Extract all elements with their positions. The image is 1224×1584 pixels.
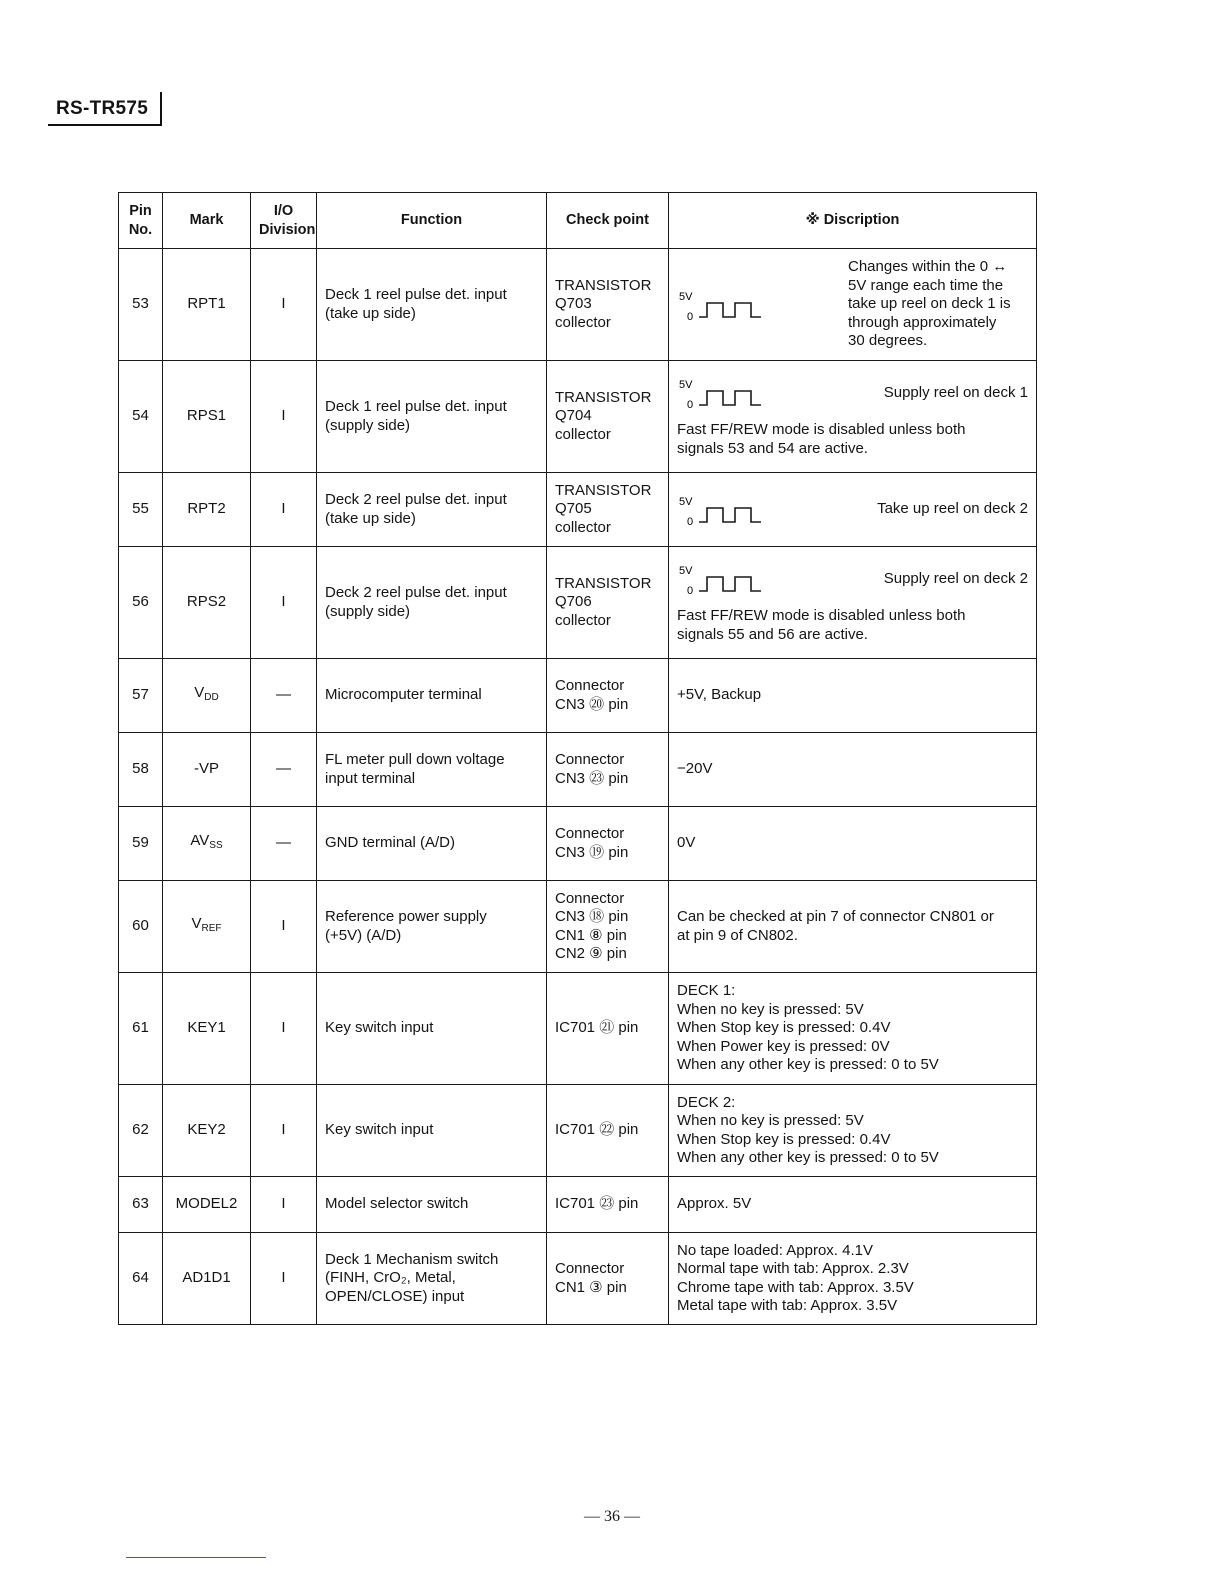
pin-number-cell: 60	[119, 881, 163, 973]
pulse-waveform-icon	[677, 492, 787, 528]
description-text-line: When no key is pressed: 5V	[677, 1000, 864, 1018]
description-text-line: Metal tape with tab: Approx. 3.5V	[677, 1297, 898, 1314]
wave-high-label: 5V	[679, 379, 693, 391]
waveform-row	[677, 375, 1028, 411]
description-text-line: No tape loaded: Approx. 4.1V	[677, 1241, 873, 1259]
check-point-text-line: IC701 ㉑ pin	[555, 1019, 639, 1037]
description-text-line: When Stop key is pressed: 0.4V	[677, 1019, 891, 1037]
check-point-cell	[547, 249, 669, 361]
description-text-line: When no key is pressed: 5V	[677, 1112, 864, 1129]
header-pin-line2: No.	[128, 221, 153, 238]
mark-text: RPS2	[186, 593, 227, 611]
check-point-text-line: Connector	[555, 1260, 625, 1277]
io-division-cell: I	[251, 547, 317, 659]
function-text-line: input terminal	[325, 769, 416, 787]
pin-number-cell: 61	[119, 973, 163, 1085]
description-text-line: When Stop key is pressed: 0.4V	[677, 1130, 891, 1148]
header-check-point: Check point	[547, 193, 669, 249]
check-point-text-line: CN3 ⑱ pin	[555, 908, 629, 925]
function-text-line: Deck 1 reel pulse det. input	[325, 286, 507, 303]
io-division-cell: I	[251, 973, 317, 1085]
mark-cell	[163, 659, 251, 733]
waveform-caption	[848, 258, 1028, 351]
function-text	[325, 398, 538, 435]
description-cell	[669, 881, 1037, 973]
check-point-text-line: IC701 ㉒ pin	[555, 1121, 639, 1139]
mark-cell	[163, 1177, 251, 1233]
check-point-text	[555, 677, 660, 714]
wave-low-label: 0	[687, 310, 694, 323]
check-point-text	[555, 1121, 660, 1140]
check-point-text-line: CN3 ⑳ pin	[555, 695, 629, 713]
check-point-text	[555, 751, 660, 788]
pin-number-cell: 55	[119, 473, 163, 547]
description-text-line: 0V	[677, 834, 696, 852]
check-point-text	[555, 825, 660, 862]
description-cell	[669, 361, 1037, 473]
function-text	[325, 1251, 538, 1307]
function-text-line: Model selector switch	[325, 1195, 469, 1213]
function-text-line: Deck 2 reel pulse det. input	[325, 584, 507, 601]
check-point-text-line: CN3 ㉓ pin	[555, 769, 629, 787]
function-text-line: (take up side)	[325, 304, 416, 322]
mark-cell	[163, 1233, 251, 1325]
mark-text: KEY1	[187, 1019, 226, 1037]
function-cell	[317, 973, 547, 1085]
io-division-cell: I	[251, 1177, 317, 1233]
page-number: — 36 —	[584, 1508, 640, 1525]
mark-subscript: REF	[201, 922, 222, 934]
io-division-cell: I	[251, 1233, 317, 1325]
function-text	[325, 751, 538, 788]
description-text-line: When Power key is pressed: 0V	[677, 1037, 890, 1055]
mark-text: -VP	[193, 760, 219, 778]
waveform-caption-line: Take up reel on deck 2	[877, 500, 1028, 518]
function-text-line: Deck 2 reel pulse det. input	[325, 491, 507, 508]
mark-text: AD1D1	[182, 1269, 231, 1287]
mark-cell	[163, 1085, 251, 1177]
check-point-text-line: CN3 ⑲ pin	[555, 843, 629, 861]
table-row	[119, 1177, 1037, 1233]
description-text-line: signals 55 and 56 are active.	[677, 625, 868, 643]
description-cell	[669, 547, 1037, 659]
description-text	[677, 1094, 1028, 1168]
function-text	[325, 491, 538, 528]
header-pin-line1: Pin	[129, 202, 152, 219]
table-row	[119, 659, 1037, 733]
check-point-text-line: TRANSISTOR	[555, 574, 652, 592]
check-point-cell	[547, 361, 669, 473]
pulse-trace	[699, 577, 761, 591]
table-row	[119, 973, 1037, 1085]
check-point-cell	[547, 807, 669, 881]
description-text-line: signals 53 and 54 are active.	[677, 439, 868, 457]
waveform-caption-line: take up reel on deck 1 is	[848, 295, 1011, 313]
mark-text: MODEL2	[175, 1195, 238, 1213]
function-text-line: OPEN/CLOSE) input	[325, 1287, 465, 1305]
function-text	[325, 1195, 538, 1214]
function-cell	[317, 249, 547, 361]
pulse-waveform-icon	[677, 561, 787, 597]
mark-text: KEY2	[187, 1121, 226, 1139]
check-point-text	[555, 890, 660, 964]
waveform-caption-line: Supply reel on deck 1	[883, 383, 1028, 401]
check-point-text-line: TRANSISTOR	[555, 388, 652, 406]
function-cell	[317, 1085, 547, 1177]
pin-number-cell: 62	[119, 1085, 163, 1177]
waveform-caption-line: Changes within the 0 ↔	[848, 258, 1008, 276]
pulse-trace	[699, 508, 761, 522]
function-text-line: Key switch input	[325, 1121, 434, 1139]
waveform-caption	[877, 500, 1028, 519]
mark-subscript: SS	[209, 839, 223, 851]
io-division-cell: —	[251, 733, 317, 807]
table-row	[119, 1085, 1037, 1177]
mark-cell	[163, 807, 251, 881]
check-point-text	[555, 1019, 660, 1038]
pin-number-cell: 58	[119, 733, 163, 807]
waveform-caption	[884, 384, 1028, 403]
mark-cell	[163, 547, 251, 659]
function-cell	[317, 547, 547, 659]
check-point-text-line: Connector	[555, 889, 625, 907]
description-text-line: DECK 2:	[677, 1093, 736, 1111]
header-io-line1: I/O	[273, 202, 294, 219]
description-cell	[669, 1233, 1037, 1325]
pin-number-cell: 56	[119, 547, 163, 659]
check-point-cell	[547, 1177, 669, 1233]
pin-number-cell: 64	[119, 1233, 163, 1325]
description-cell	[669, 473, 1037, 547]
check-point-text-line: Q706	[555, 593, 592, 611]
mark-text: RPS1	[186, 407, 227, 425]
pulse-waveform-icon	[677, 375, 787, 411]
header-io-division	[251, 193, 317, 249]
description-text	[677, 1195, 1028, 1214]
function-text	[325, 686, 538, 705]
waveform-caption-line: 30 degrees.	[848, 332, 928, 350]
description-text	[677, 686, 1028, 705]
function-cell	[317, 733, 547, 807]
mark-cell	[163, 733, 251, 807]
description-cell	[669, 659, 1037, 733]
io-division-cell: —	[251, 807, 317, 881]
table-row	[119, 881, 1037, 973]
check-point-text-line: Connector	[555, 825, 625, 842]
description-text	[677, 834, 1028, 853]
mark-text: RPT1	[187, 295, 226, 313]
check-point-text-line: CN1 ③ pin	[555, 1278, 627, 1296]
header-function: Function	[317, 193, 547, 249]
table-row	[119, 733, 1037, 807]
pin-function-table	[118, 192, 1037, 1325]
function-text	[325, 908, 538, 945]
pin-number-cell: 57	[119, 659, 163, 733]
check-point-cell	[547, 733, 669, 807]
mark-cell	[163, 881, 251, 973]
function-text-line: Reference power supply	[325, 908, 487, 925]
check-point-text-line: collector	[555, 313, 611, 331]
check-point-cell	[547, 973, 669, 1085]
table-row	[119, 547, 1037, 659]
function-text-line: (supply side)	[325, 602, 411, 620]
function-cell	[317, 1233, 547, 1325]
description-text-line: −20V	[677, 760, 713, 778]
function-text-line: (FINH, CrO₂, Metal,	[325, 1269, 456, 1287]
description-cell	[669, 973, 1037, 1085]
mark-text: AV	[190, 831, 210, 849]
function-cell	[317, 807, 547, 881]
waveform-row	[677, 258, 1028, 351]
check-point-text	[555, 575, 660, 631]
waveform-row	[677, 561, 1028, 597]
header-io-line2: Division	[259, 221, 316, 238]
description-cell	[669, 249, 1037, 361]
mark-text: V	[191, 914, 202, 932]
description-text	[677, 607, 1028, 644]
function-text	[325, 286, 538, 323]
function-text-line: FL meter pull down voltage	[325, 751, 505, 768]
description-text-line: When any other key is pressed: 0 to 5V	[677, 1056, 939, 1074]
function-text	[325, 834, 538, 853]
check-point-text-line: Q705	[555, 500, 592, 518]
description-text	[677, 760, 1028, 779]
model-id-tab	[48, 92, 162, 126]
description-cell	[669, 807, 1037, 881]
pin-number-cell: 53	[119, 249, 163, 361]
waveform-caption-line: 5V range each time the	[848, 276, 1004, 294]
io-division-cell: I	[251, 249, 317, 361]
description-text	[677, 421, 1028, 458]
check-point-text	[555, 482, 660, 538]
mark-text: RPT2	[187, 500, 226, 518]
wave-low-label: 0	[687, 585, 694, 597]
pulse-trace	[699, 303, 761, 317]
spacer	[677, 411, 1028, 421]
footer-rule	[126, 1557, 266, 1558]
check-point-cell	[547, 473, 669, 547]
check-point-cell	[547, 547, 669, 659]
check-point-text-line: Connector	[555, 677, 625, 694]
io-division-cell: I	[251, 881, 317, 973]
wave-high-label: 5V	[679, 565, 693, 577]
description-text-line: When any other key is pressed: 0 to 5V	[677, 1149, 939, 1166]
function-cell	[317, 881, 547, 973]
mark-subscript: DD	[204, 691, 219, 703]
function-text-line: Deck 1 reel pulse det. input	[325, 398, 507, 415]
table-row	[119, 361, 1037, 473]
check-point-cell	[547, 1233, 669, 1325]
function-text-line: (take up side)	[325, 509, 416, 527]
wave-high-label: 5V	[679, 290, 693, 303]
description-text	[677, 1242, 1028, 1316]
header-pin-no	[119, 193, 163, 249]
table-row	[119, 249, 1037, 361]
mark-cell	[163, 249, 251, 361]
description-text	[677, 908, 1028, 945]
wave-low-label: 0	[687, 515, 694, 528]
check-point-text-line: collector	[555, 425, 611, 443]
pulse-waveform-icon	[677, 287, 787, 323]
header-description: ※ Discription	[669, 193, 1037, 249]
wave-high-label: 5V	[679, 495, 693, 508]
function-text-line: Deck 1 Mechanism switch	[325, 1250, 499, 1268]
function-text-line: (+5V) (A/D)	[325, 926, 402, 944]
check-point-text	[555, 1260, 660, 1297]
description-text-line: Fast FF/REW mode is disabled unless both	[677, 421, 966, 438]
function-text	[325, 1019, 538, 1038]
description-text-line: Approx. 5V	[677, 1195, 752, 1213]
waveform-caption	[884, 570, 1028, 589]
description-text-line: Normal tape with tab: Approx. 2.3V	[677, 1260, 909, 1277]
header-mark: Mark	[163, 193, 251, 249]
check-point-text-line: TRANSISTOR	[555, 481, 652, 499]
function-text-line: Microcomputer terminal	[325, 686, 482, 704]
function-cell	[317, 361, 547, 473]
check-point-text	[555, 1195, 660, 1214]
model-number: RS-TR575	[56, 98, 149, 119]
description-cell	[669, 1177, 1037, 1233]
check-point-text-line: Q703	[555, 295, 592, 313]
function-text-line: GND terminal (A/D)	[325, 834, 456, 852]
description-text-line: DECK 1:	[677, 982, 736, 1000]
waveform-row	[677, 492, 1028, 528]
check-point-text	[555, 389, 660, 445]
description-text-line: +5V, Backup	[677, 686, 762, 704]
io-division-cell: I	[251, 1085, 317, 1177]
mark-cell	[163, 973, 251, 1085]
check-point-text-line: collector	[555, 611, 611, 629]
mark-text: V	[194, 683, 205, 701]
check-point-text-line: IC701 ㉓ pin	[555, 1195, 639, 1213]
description-text-line: Chrome tape with tab: Approx. 3.5V	[677, 1278, 914, 1296]
description-text-line: at pin 9 of CN802.	[677, 926, 798, 944]
table-body	[119, 249, 1037, 1325]
description-text-line: Can be checked at pin 7 of connector CN801 or	[677, 908, 994, 925]
io-division-cell: I	[251, 473, 317, 547]
waveform-caption-line: through approximately	[848, 313, 997, 331]
check-point-text-line: CN2 ⑨ pin	[555, 945, 627, 962]
function-text	[325, 584, 538, 621]
function-text-line: Key switch input	[325, 1019, 434, 1037]
check-point-text-line: Connector	[555, 751, 625, 768]
pulse-trace	[699, 391, 761, 405]
check-point-text-line: collector	[555, 518, 611, 536]
spacer	[677, 597, 1028, 607]
pin-number-cell: 63	[119, 1177, 163, 1233]
description-text	[677, 982, 1028, 1075]
function-cell	[317, 659, 547, 733]
check-point-text	[555, 277, 660, 333]
description-cell	[669, 1085, 1037, 1177]
pin-number-cell: 59	[119, 807, 163, 881]
pin-number-cell: 54	[119, 361, 163, 473]
table-row	[119, 473, 1037, 547]
check-point-cell	[547, 1085, 669, 1177]
table-row	[119, 807, 1037, 881]
io-division-cell: —	[251, 659, 317, 733]
function-cell	[317, 473, 547, 547]
check-point-text-line: TRANSISTOR	[555, 276, 652, 294]
check-point-cell	[547, 659, 669, 733]
mark-cell	[163, 361, 251, 473]
function-text-line: (supply side)	[325, 416, 411, 434]
io-division-cell: I	[251, 361, 317, 473]
mark-cell	[163, 473, 251, 547]
check-point-text-line: Q704	[555, 407, 592, 425]
table-header-row	[119, 193, 1037, 249]
function-cell	[317, 1177, 547, 1233]
wave-low-label: 0	[687, 399, 694, 411]
check-point-text-line: CN1 ⑧ pin	[555, 926, 627, 944]
description-text-line: Fast FF/REW mode is disabled unless both	[677, 607, 966, 624]
description-cell	[669, 733, 1037, 807]
waveform-caption-line: Supply reel on deck 2	[883, 569, 1028, 587]
function-text	[325, 1121, 538, 1140]
check-point-cell	[547, 881, 669, 973]
table-row	[119, 1233, 1037, 1325]
